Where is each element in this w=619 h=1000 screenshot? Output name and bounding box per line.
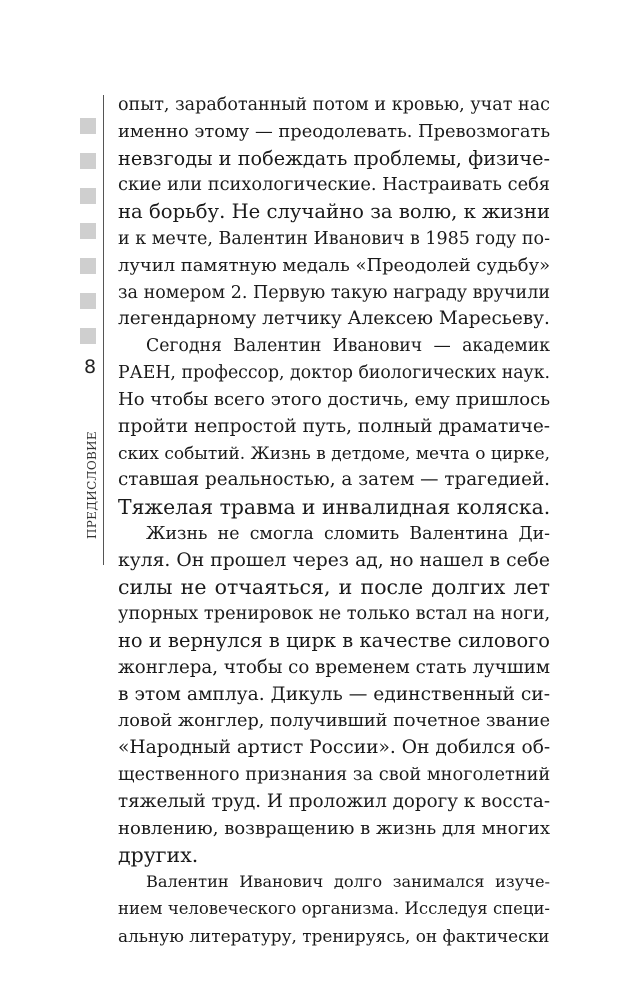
- text-line: пройти непростой путь, полный драматиче-: [118, 415, 550, 437]
- text-line: на борьбу. Не случайно за волю, к жизни: [118, 200, 550, 224]
- text-line: ских событий. Жизнь в детдоме, мечта о цирке,: [118, 443, 550, 464]
- decorative-square: [80, 188, 96, 204]
- text-line: Жизнь не смогла сломить Валентина Ди-: [146, 523, 550, 544]
- text-line: опыт, заработанный потом и кровью, учат нас: [118, 95, 550, 115]
- decorative-square: [80, 258, 96, 274]
- text-line: Сегодня Валентин Иванович — академик: [146, 336, 550, 357]
- text-line: щественного признания за свой многолетний: [118, 764, 551, 785]
- text-line: новлению, возвращению в жизнь для многих: [118, 817, 550, 839]
- text-line: «Народный артист России». Он добился об-: [118, 737, 551, 759]
- text-line: невзгоды и побеждать проблемы, физиче-: [118, 146, 550, 170]
- decorative-square: [80, 223, 96, 239]
- text-line: легендарному летчику Алексею Маресьеву.: [118, 308, 550, 330]
- text-line: но и вернулся в цирк в качестве силового: [118, 628, 550, 652]
- text-line: лучил памятную медаль «Преодолей судьбу»: [118, 254, 551, 276]
- text-line: Тяжелая травма и инвалидная коляска.: [118, 494, 551, 519]
- text-line: альную литературу, тренируясь, он фактически: [118, 925, 550, 946]
- text-line: Валентин Иванович долго занимался изуче-: [146, 872, 550, 892]
- vertical-rule: [103, 95, 104, 565]
- text-line: ловой жонглер, получивший почетное звание: [118, 711, 551, 732]
- decorative-square: [80, 153, 96, 169]
- text-line: именно этому — преодолевать. Превозмогать: [118, 120, 551, 142]
- decorative-square: [80, 293, 96, 309]
- decorative-square: [80, 328, 96, 344]
- text-line: за номером 2. Первую такую награду вручили: [118, 282, 550, 303]
- text-line: и к мечте, Валентин Иванович в 1985 году по-: [118, 228, 550, 249]
- text-line: Но чтобы всего этого достичь, ему пришлось: [118, 388, 551, 410]
- decorative-square: [80, 118, 96, 134]
- text-line: нием человеческого организма. Исследуя специ-: [118, 898, 550, 918]
- page-number: 8: [83, 356, 97, 378]
- text-line: куля. Он прошел через ад, но нашел в себе: [118, 549, 550, 571]
- text-line: РАЕН, профессор, доктор биологических наук.: [118, 362, 550, 383]
- text-line: упорных тренировок не только встал на ноги,: [118, 604, 551, 625]
- paragraph: [118, 869, 550, 949]
- running-head: ПРЕДИСЛОВИЕ: [85, 431, 99, 539]
- text-line: ские или психологические. Настраивать себя: [118, 174, 550, 196]
- text-line: других.: [118, 843, 199, 868]
- text-line: тяжелый труд. И проложил дорогу к восста-: [118, 790, 550, 812]
- text-line: в этом амплуа. Дикуль — единственный си-: [118, 683, 550, 705]
- text-line: жонглера, чтобы со временем стать лучшим: [118, 656, 550, 678]
- paragraph: [118, 92, 550, 333]
- text-line: силы не отчаяться, и после долгих лет: [118, 575, 550, 600]
- paragraph: [118, 333, 550, 521]
- margin-decoration: [80, 118, 96, 363]
- text-line: ставшая реальностью, а затем — трагедией.: [118, 469, 550, 491]
- body-text: [118, 92, 550, 950]
- paragraph: [118, 521, 550, 869]
